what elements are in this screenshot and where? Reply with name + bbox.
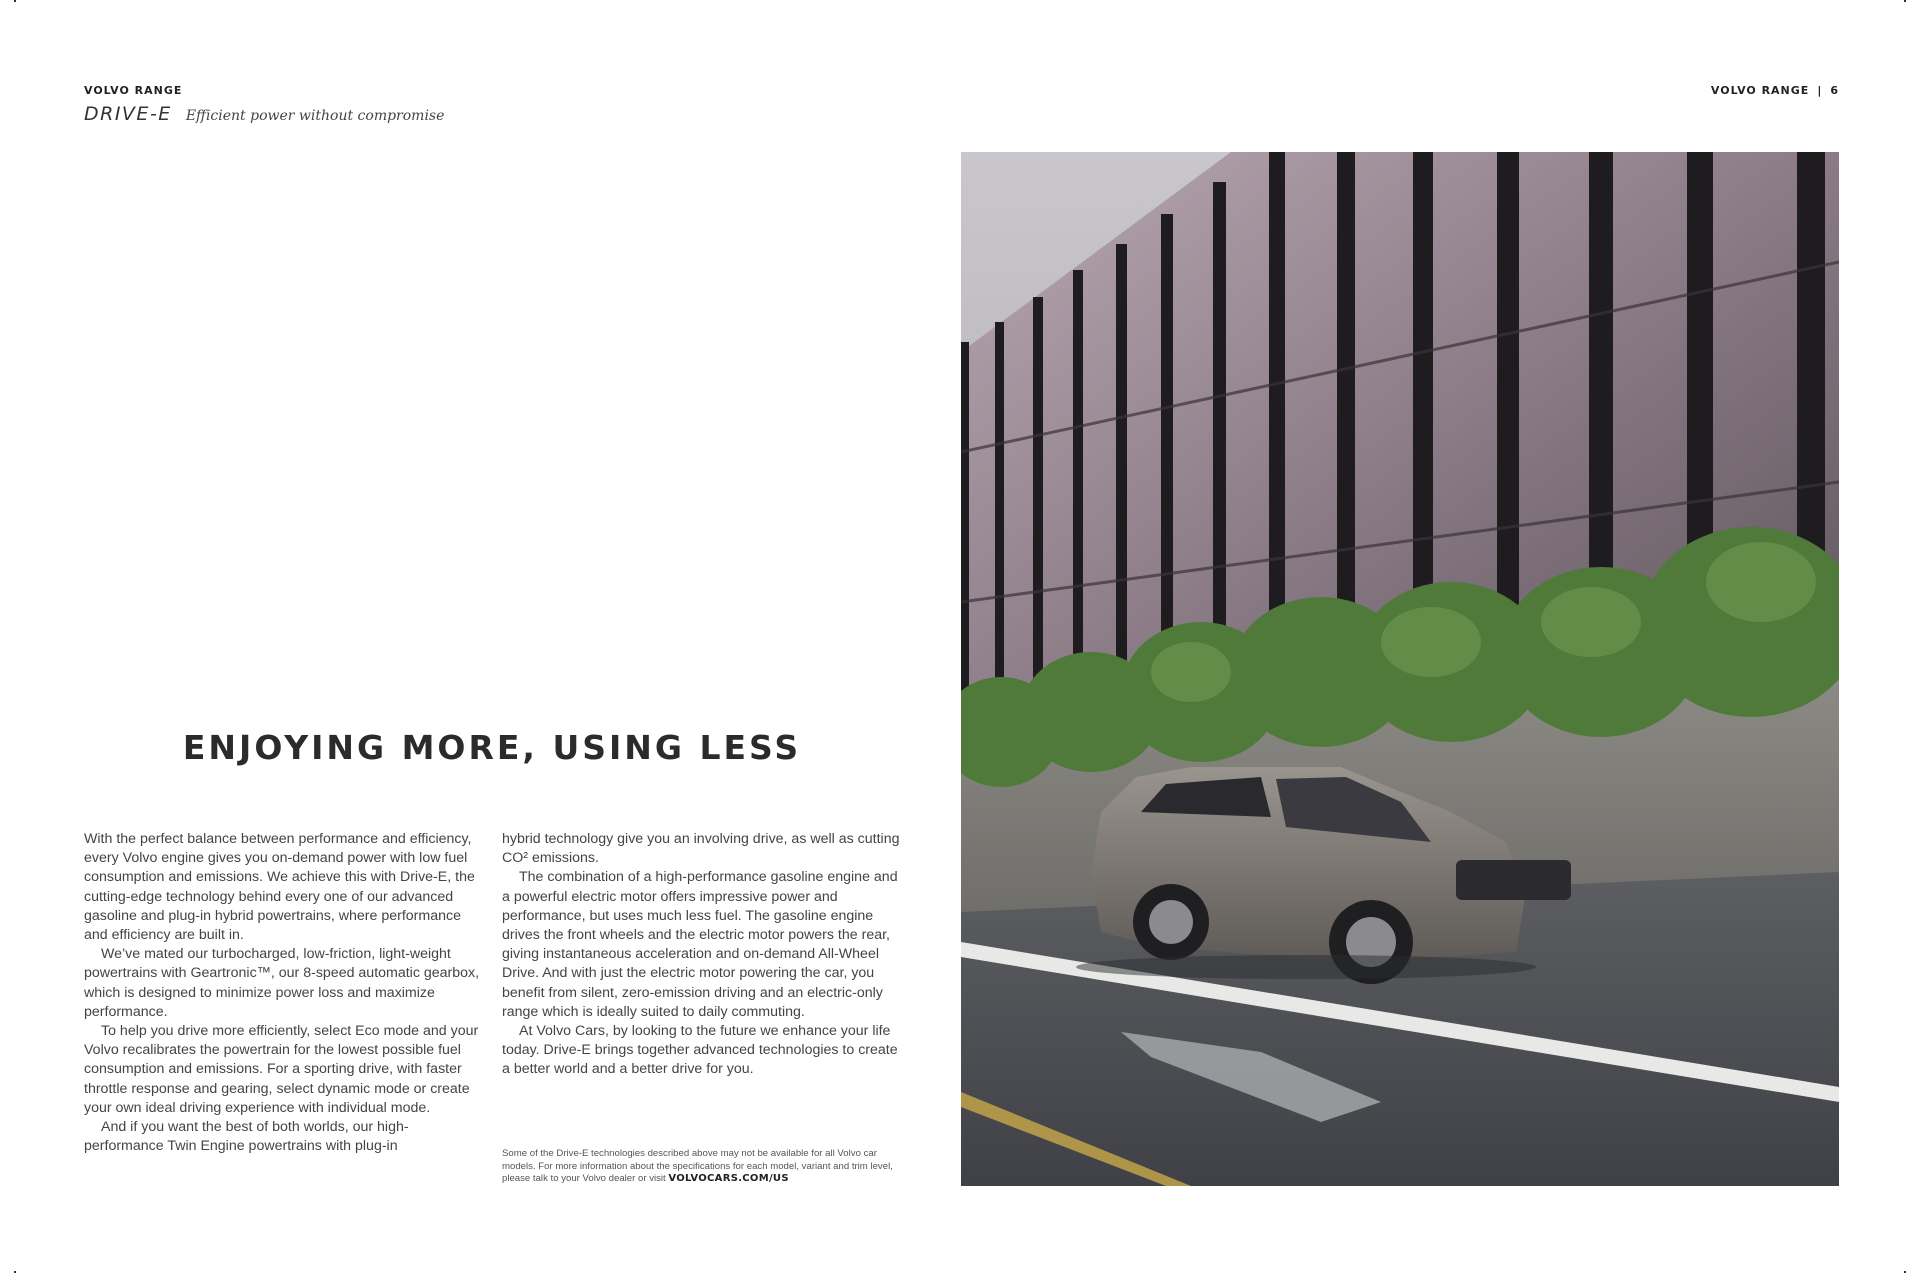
drive-e-logo: DRIVE-E: [84, 103, 172, 125]
paragraph: And if you want the best of both worlds, our high-performance Twin Engine powertrains with plug-in: [84, 1119, 409, 1155]
paragraph: With the perfect balance between performance and efficiency, every Volvo engine gives you on-demand power with low fuel consumption and emissions. We achieve this with Drive-E, the cutting-edge technology behind every one of our advanced gasoline and plug-in hybrid powertrains, where performance and efficiency are built in.: [84, 831, 475, 944]
headline: ENJOYING MORE, USING LESS: [182, 728, 802, 767]
car-photo: [961, 152, 1839, 1186]
website-link[interactable]: VOLVOCARS.COM/US: [668, 1173, 789, 1185]
page-number: 6: [1830, 84, 1839, 97]
footnote: [502, 1148, 902, 1186]
page-section-label: VOLVO RANGE: [1710, 84, 1810, 97]
page-header: [84, 84, 444, 125]
paragraph: At Volvo Cars, by looking to the future we enhance your life today. Drive-E brings together advanced technologies to create a better world and a better drive for you.: [502, 1023, 898, 1078]
paragraph: The combination of a high-performance gasoline engine and a powerful electric motor offers impressive power and performance, but uses much less fuel. The gasoline engine drives the front wheels and the electric motor powers the rear, giving instantaneous acceleration and on-demand All-Wheel Drive. And with just the electric motor powering the car, you benefit from silent, zero-emission driving and an electric-only range which is ideally suited to daily commuting.: [502, 869, 898, 1020]
paragraph: To help you drive more efficiently, select Eco mode and your Volvo recalibrates the powertrain for the lowest possible fuel consumption and emissions. For a sporting drive, with faster throttle response and gearing, select dynamic mode or create your own ideal driving experience with individual mode.: [84, 1023, 479, 1116]
section-label: VOLVO RANGE: [84, 84, 183, 97]
paragraph: hybrid technology give you an involving drive, as well as cutting CO² emissions.: [502, 831, 900, 867]
tagline: Efficient power without compromise: [185, 108, 445, 124]
footnote-text: Some of the Drive-E technologies described above may not be available for all Volvo car models. For more information about the specifications for each model, variant and trim level, please talk to your Volvo dealer or visit: [502, 1148, 893, 1185]
car-photo-illustration: [961, 152, 1839, 1186]
body-column-2: [502, 830, 902, 1080]
page-number-label: [1711, 84, 1839, 97]
body-column-1: [84, 830, 482, 1156]
separator: |: [1817, 84, 1823, 97]
brand-row: [84, 103, 444, 125]
crop-mark-top-left: [14, 0, 16, 2]
paragraph: We’ve mated our turbocharged, low-friction, light-weight powertrains with Geartronic™, our 8-speed automatic gearbox, which is designed to minimize power loss and maximize performance.: [84, 946, 480, 1020]
crop-mark-top-right: [1904, 0, 1906, 2]
